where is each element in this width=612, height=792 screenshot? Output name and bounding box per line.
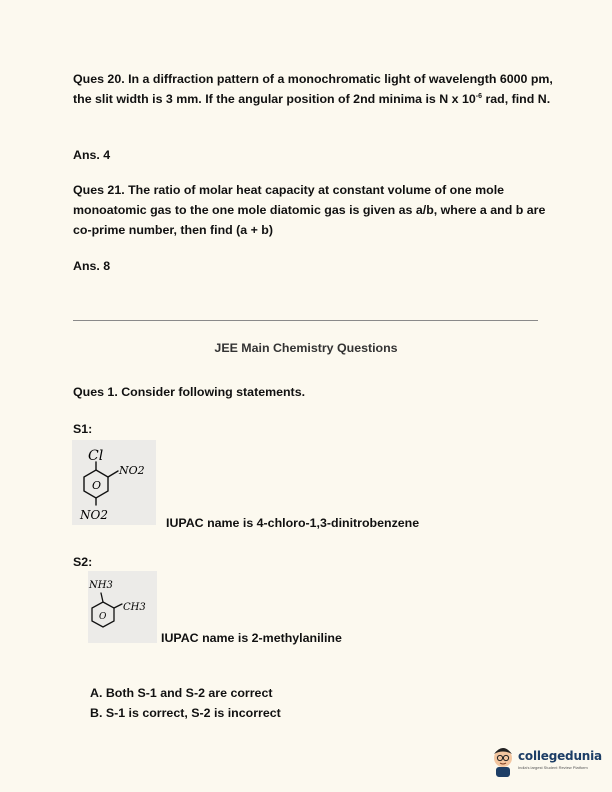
s1-bottom-group: NO2	[80, 508, 108, 522]
option-b: B. S-1 is correct, S-2 is incorrect	[90, 706, 281, 720]
chem-question-1: Ques 1. Consider following statements.	[73, 385, 306, 399]
mascot-icon	[490, 744, 518, 778]
brand-name: collegedunia	[518, 749, 602, 763]
collegedunia-logo	[490, 744, 600, 780]
answer-21: Ans. 8	[73, 259, 111, 273]
s2-top-group: NH3	[89, 580, 113, 591]
structure-image-s2	[88, 571, 157, 643]
statement-2-label: S2:	[73, 555, 93, 569]
section-divider	[73, 320, 538, 321]
brand-tagline: India's largest Student Review Platform	[518, 765, 588, 770]
s1-top-group: Cl	[88, 448, 104, 464]
section-title: JEE Main Chemistry Questions	[214, 341, 398, 355]
structure-image-s1	[72, 440, 156, 525]
statement-1-name: IUPAC name is 4-chloro-1,3-dinitrobenzene	[166, 516, 420, 530]
exponent: -6	[475, 92, 482, 100]
question-21: Ques 21. The ratio of molar heat capacity at constant volume of one mole monoatomic gas to the one mole diatomic gas is given as a/b, where a and b are co-prime number, then find (a + b)	[73, 183, 546, 237]
s2-right-group: CH3	[123, 602, 146, 613]
s1-ring-label: O	[92, 479, 102, 492]
answer-20: Ans. 4	[73, 148, 111, 162]
statement-1-label: S1:	[73, 422, 93, 436]
option-a: A. Both S-1 and S-2 are correct	[90, 686, 273, 700]
s1-right-group: NO2	[119, 464, 145, 477]
question-20: Ques 20. In a diffraction pattern of a monochromatic light of wavelength 6000 pm, the slit width is 3 mm. If the angular position of 2nd minima is N x $10^{-6}$ rad, find N.	[73, 72, 553, 106]
s2-ring-label: O	[99, 612, 107, 622]
statement-2-name: IUPAC name is 2-methylaniline	[161, 631, 342, 645]
